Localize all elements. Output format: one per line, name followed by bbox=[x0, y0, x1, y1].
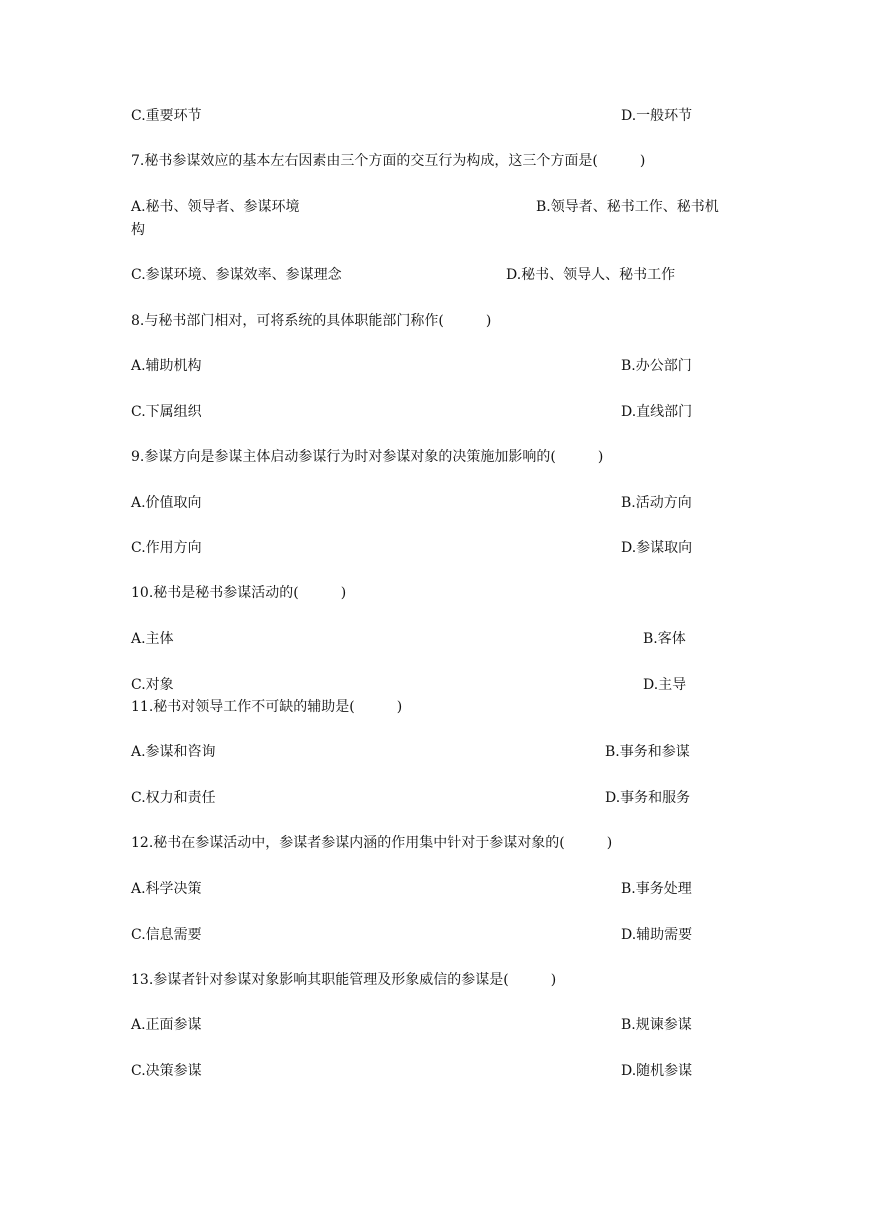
q13-option-b: B.规谏参谋 bbox=[621, 1017, 692, 1033]
q12-option-a: A.科学决策 bbox=[131, 881, 202, 897]
q11-option-c: C.权力和责任 bbox=[131, 790, 216, 806]
q7-option-c: C.参谋环境、参谋效率、参谋理念 bbox=[131, 267, 342, 283]
q13-option-a: A.正面参谋 bbox=[131, 1017, 202, 1033]
q13-option-c: C.决策参谋 bbox=[131, 1063, 202, 1079]
q8-option-d: D.直线部门 bbox=[621, 404, 693, 420]
q10-option-c: C.对象 bbox=[131, 677, 174, 693]
q9-option-b: B.活动方向 bbox=[621, 495, 692, 511]
q6-option-c: C.重要环节 bbox=[131, 108, 202, 124]
q11-option-a: A.参谋和咨询 bbox=[131, 744, 216, 760]
q7-option-a: A.秘书、领导者、参谋环境 bbox=[131, 199, 300, 215]
q11-stem: 11.秘书对领导工作不可缺的辅助是( ) bbox=[131, 699, 403, 715]
q12-option-d: D.辅助需要 bbox=[621, 927, 693, 943]
q7-stem: 7.秘书参谋效应的基本左右因素由三个方面的交互行为构成，这三个方面是( ) bbox=[131, 153, 646, 169]
q12-stem: 12.秘书在参谋活动中，参谋者参谋内涵的作用集中针对于参谋对象的( ) bbox=[131, 835, 613, 851]
q13-option-d: D.随机参谋 bbox=[621, 1063, 693, 1079]
q10-stem: 10.秘书是秘书参谋活动的( ) bbox=[131, 585, 347, 601]
q10-option-d: D.主导 bbox=[643, 677, 687, 693]
q7-option-d: D.秘书、领导人、秘书工作 bbox=[506, 267, 676, 283]
q8-option-b: B.办公部门 bbox=[621, 358, 692, 374]
q8-option-a: A.辅助机构 bbox=[131, 358, 202, 374]
q11-option-b: B.事务和参谋 bbox=[605, 744, 690, 760]
q7-option-b: B.领导者、秘书工作、秘书机 bbox=[536, 199, 719, 215]
q7-option-b-wrap: 构 bbox=[131, 222, 145, 238]
q9-stem: 9.参谋方向是参谋主体启动参谋行为时对参谋对象的决策施加影响的( ) bbox=[131, 449, 604, 465]
q13-stem: 13.参谋者针对参谋对象影响其职能管理及形象威信的参谋是( ) bbox=[131, 972, 557, 988]
q8-stem: 8.与秘书部门相对，可将系统的具体职能部门称作( ) bbox=[131, 313, 492, 329]
q8-option-c: C.下属组织 bbox=[131, 404, 202, 420]
q9-option-d: D.参谋取向 bbox=[621, 540, 693, 556]
q9-option-a: A.价值取向 bbox=[131, 495, 202, 511]
q12-option-b: B.事务处理 bbox=[621, 881, 692, 897]
q10-option-b: B.客体 bbox=[643, 631, 686, 647]
q9-option-c: C.作用方向 bbox=[131, 540, 202, 556]
q10-option-a: A.主体 bbox=[131, 631, 174, 647]
q12-option-c: C.信息需要 bbox=[131, 927, 202, 943]
q6-option-d: D.一般环节 bbox=[621, 108, 693, 124]
q11-option-d: D.事务和服务 bbox=[605, 790, 691, 806]
